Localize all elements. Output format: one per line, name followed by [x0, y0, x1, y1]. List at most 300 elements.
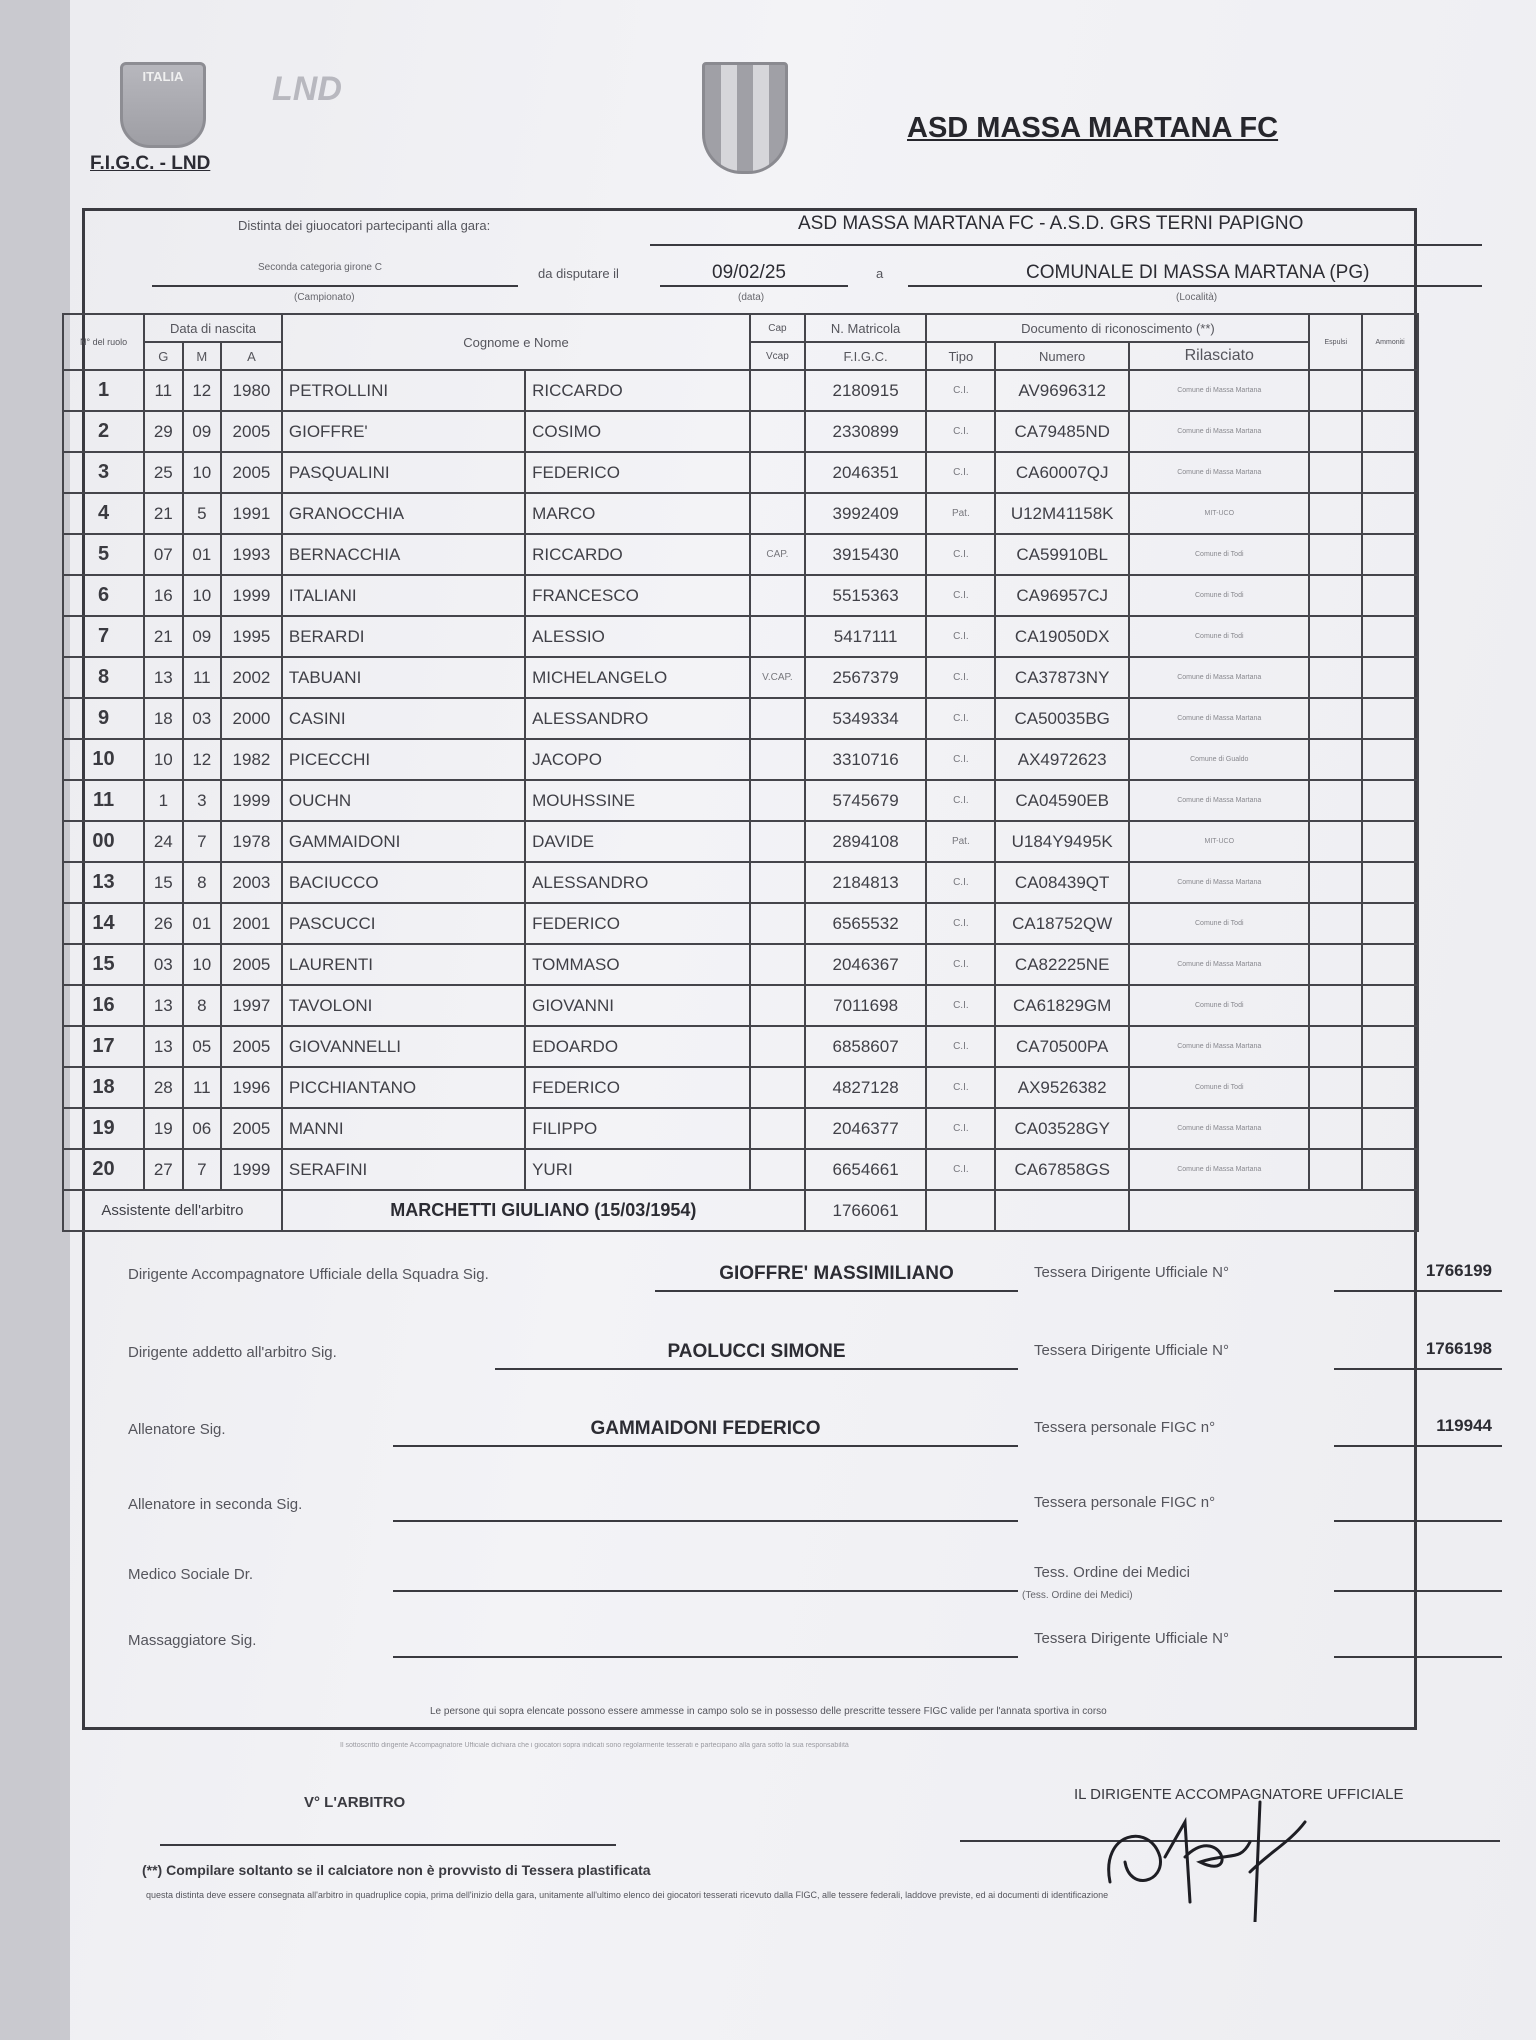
player-surname: BERARDI — [282, 616, 525, 657]
player-surname: PICCHIANTANO — [282, 1067, 525, 1108]
birth-month: 8 — [183, 862, 222, 903]
ammoniti-cell — [1362, 411, 1418, 452]
captain-mark — [750, 985, 805, 1026]
captain-mark — [750, 1149, 805, 1190]
doc-issuer: MIT-UCO — [1129, 821, 1309, 862]
player-row — [63, 1108, 1418, 1149]
bottom-note: questa distinta deve essere consegnata all'arbitro in quadruplice copia, prima dell'inizio della gara, unitamente all'ultimo elenco dei giocatori tesserati ricevuto dalla FIGC, alle tessere federali, laddove previste, ed ai documenti di identificazione — [146, 1890, 1109, 1900]
player-surname: LAURENTI — [282, 944, 525, 985]
official-name-line — [393, 1445, 1018, 1447]
doc-number: CA96957CJ — [995, 575, 1129, 616]
captain-mark — [750, 780, 805, 821]
player-row — [63, 493, 1418, 534]
doc-type: C.I. — [926, 862, 995, 903]
player-surname: PASCUCCI — [282, 903, 525, 944]
player-surname: ITALIANI — [282, 575, 525, 616]
player-row — [63, 370, 1418, 411]
birth-year: 1997 — [221, 985, 282, 1026]
teams-line — [650, 244, 1482, 246]
arbitro-sign-line — [160, 1844, 616, 1846]
header-cap: Cap — [750, 314, 805, 342]
doc-issuer: Comune di Todi — [1129, 985, 1309, 1026]
birth-month: 01 — [183, 534, 222, 575]
tessera-label: Tessera personale FIGC n° — [1034, 1419, 1216, 1436]
birth-year: 2005 — [221, 944, 282, 985]
player-surname: SERAFINI — [282, 1149, 525, 1190]
doc-number: CA50035BG — [995, 698, 1129, 739]
player-surname: GIOFFRE' — [282, 411, 525, 452]
birth-month: 5 — [183, 493, 222, 534]
birth-month: 12 — [183, 739, 222, 780]
birth-month: 10 — [183, 575, 222, 616]
match-teams: ASD MASSA MARTANA FC - A.S.D. GRS TERNI PAPIGNO — [798, 213, 1304, 234]
figc-matricola: 7011698 — [805, 985, 927, 1026]
player-number: 2 — [63, 411, 144, 452]
captain-mark — [750, 493, 805, 534]
assistente-extra — [1129, 1190, 1418, 1231]
player-surname: TABUANI — [282, 657, 525, 698]
doc-issuer: Comune di Massa Martana — [1129, 1108, 1309, 1149]
birth-day: 16 — [144, 575, 183, 616]
player-row — [63, 1067, 1418, 1108]
birth-day: 1 — [144, 780, 183, 821]
player-row — [63, 821, 1418, 862]
espulsi-cell — [1309, 616, 1362, 657]
doc-type: C.I. — [926, 534, 995, 575]
figc-matricola: 6654661 — [805, 1149, 927, 1190]
doc-number: CA03528GY — [995, 1108, 1129, 1149]
header-n-ruolo: N° del ruolo — [63, 314, 144, 370]
birth-year: 2003 — [221, 862, 282, 903]
location-caption: (Località) — [1176, 292, 1218, 303]
ammoniti-cell — [1362, 534, 1418, 575]
doc-number: CA19050DX — [995, 616, 1129, 657]
birth-day: 15 — [144, 862, 183, 903]
ammoniti-cell — [1362, 575, 1418, 616]
figc-matricola: 5745679 — [805, 780, 927, 821]
ammoniti-cell — [1362, 452, 1418, 493]
player-row — [63, 780, 1418, 821]
tessera-line — [1334, 1290, 1502, 1292]
doc-type: C.I. — [926, 1108, 995, 1149]
birth-day: 11 — [144, 370, 183, 411]
player-surname: CASINI — [282, 698, 525, 739]
captain-mark — [750, 452, 805, 493]
player-number: 16 — [63, 985, 144, 1026]
tessera-label: Tessera Dirigente Ufficiale N° — [1034, 1342, 1229, 1359]
figc-matricola: 5417111 — [805, 616, 927, 657]
assistente-label: Assistente dell'arbitro — [63, 1190, 282, 1231]
birth-year: 1993 — [221, 534, 282, 575]
ammoniti-cell — [1362, 1026, 1418, 1067]
birth-month: 12 — [183, 370, 222, 411]
birth-month: 11 — [183, 657, 222, 698]
ammoniti-cell — [1362, 657, 1418, 698]
doc-issuer: Comune di Gualdo — [1129, 739, 1309, 780]
espulsi-cell — [1309, 780, 1362, 821]
birth-year: 1982 — [221, 739, 282, 780]
ammoniti-cell — [1362, 780, 1418, 821]
doc-number: CA37873NY — [995, 657, 1129, 698]
tessera-line — [1334, 1656, 1502, 1658]
captain-mark — [750, 862, 805, 903]
ammoniti-cell — [1362, 493, 1418, 534]
doc-number: CA70500PA — [995, 1026, 1129, 1067]
header-data-nascita: Data di nascita — [144, 314, 282, 342]
player-firstname: YURI — [525, 1149, 750, 1190]
player-row — [63, 657, 1418, 698]
official-label: Dirigente Accompagnatore Ufficiale della Squadra Sig. — [128, 1266, 489, 1283]
birth-day: 21 — [144, 616, 183, 657]
header-a: A — [221, 342, 282, 370]
official-name: GAMMAIDONI FEDERICO — [590, 1418, 821, 1439]
header-documento: Documento di riconoscimento (**) — [926, 314, 1309, 342]
player-row — [63, 1149, 1418, 1190]
espulsi-cell — [1309, 862, 1362, 903]
player-row — [63, 944, 1418, 985]
birth-year: 2005 — [221, 1026, 282, 1067]
arbitro-label: V° L'ARBITRO — [304, 1794, 406, 1811]
header-espulsi: Espulsi — [1309, 314, 1362, 370]
header-g: G — [144, 342, 183, 370]
captain-mark — [750, 821, 805, 862]
player-number: 15 — [63, 944, 144, 985]
player-row — [63, 616, 1418, 657]
player-number: 00 — [63, 821, 144, 862]
doc-number: CA79485ND — [995, 411, 1129, 452]
date-line — [660, 285, 848, 287]
doc-type: C.I. — [926, 1067, 995, 1108]
captain-mark — [750, 1067, 805, 1108]
player-number: 18 — [63, 1067, 144, 1108]
a-label: a — [876, 266, 884, 281]
club-title: ASD MASSA MARTANA FC — [907, 112, 1279, 144]
doc-type: C.I. — [926, 575, 995, 616]
player-surname: TAVOLONI — [282, 985, 525, 1026]
tessera-sub: (Tess. Ordine dei Medici) — [1022, 1590, 1133, 1601]
doc-number: AX4972623 — [995, 739, 1129, 780]
player-firstname: JACOPO — [525, 739, 750, 780]
birth-month: 3 — [183, 780, 222, 821]
tessera-line — [1334, 1590, 1502, 1592]
player-number: 17 — [63, 1026, 144, 1067]
captain-mark — [750, 411, 805, 452]
doc-issuer: Comune di Massa Martana — [1129, 1149, 1309, 1190]
doc-number: AX9526382 — [995, 1067, 1129, 1108]
doc-number: CA82225NE — [995, 944, 1129, 985]
espulsi-cell — [1309, 739, 1362, 780]
player-firstname: RICCARDO — [525, 534, 750, 575]
birth-year: 1999 — [221, 780, 282, 821]
figc-matricola: 2330899 — [805, 411, 927, 452]
official-name-line — [393, 1520, 1018, 1522]
org-label: F.I.G.C. - LND — [90, 153, 211, 174]
doc-type: C.I. — [926, 780, 995, 821]
birth-month: 05 — [183, 1026, 222, 1067]
ammoniti-cell — [1362, 698, 1418, 739]
espulsi-cell — [1309, 452, 1362, 493]
club-crest-logo — [702, 62, 788, 174]
ammoniti-cell — [1362, 821, 1418, 862]
espulsi-cell — [1309, 1026, 1362, 1067]
player-firstname: ALESSANDRO — [525, 862, 750, 903]
doc-type: C.I. — [926, 739, 995, 780]
doc-number: CA59910BL — [995, 534, 1129, 575]
location-line — [908, 285, 1482, 287]
birth-month: 10 — [183, 944, 222, 985]
birth-month: 01 — [183, 903, 222, 944]
birth-day: 29 — [144, 411, 183, 452]
birth-day: 13 — [144, 657, 183, 698]
captain-mark — [750, 944, 805, 985]
assistente-matricola: 1766061 — [805, 1190, 927, 1231]
espulsi-cell — [1309, 370, 1362, 411]
ammoniti-cell — [1362, 944, 1418, 985]
captain-mark: CAP. — [750, 534, 805, 575]
player-number: 13 — [63, 862, 144, 903]
espulsi-cell — [1309, 821, 1362, 862]
doc-issuer: Comune di Todi — [1129, 1067, 1309, 1108]
official-name-line — [495, 1368, 1018, 1370]
captain-mark: V.CAP. — [750, 657, 805, 698]
player-number: 3 — [63, 452, 144, 493]
ammoniti-cell — [1362, 862, 1418, 903]
tessera-line — [1334, 1520, 1502, 1522]
doc-issuer: MIT-UCO — [1129, 493, 1309, 534]
doc-issuer: Comune di Massa Martana — [1129, 862, 1309, 903]
captain-mark — [750, 616, 805, 657]
player-surname: GAMMAIDONI — [282, 821, 525, 862]
figc-matricola: 5515363 — [805, 575, 927, 616]
doc-type: C.I. — [926, 616, 995, 657]
figc-matricola: 2046351 — [805, 452, 927, 493]
ammoniti-cell — [1362, 370, 1418, 411]
player-number: 11 — [63, 780, 144, 821]
doc-type: C.I. — [926, 903, 995, 944]
player-surname: BERNACCHIA — [282, 534, 525, 575]
campionato-value: Seconda categoria girone C — [258, 262, 382, 273]
official-name-line — [393, 1656, 1018, 1658]
player-surname: GRANOCCHIA — [282, 493, 525, 534]
header-tipo: Tipo — [926, 342, 995, 370]
campionato-caption: (Campionato) — [294, 292, 355, 303]
da-disputare-label: da disputare il — [538, 266, 619, 281]
birth-year: 2005 — [221, 452, 282, 493]
figc-matricola: 6858607 — [805, 1026, 927, 1067]
figc-matricola: 3310716 — [805, 739, 927, 780]
official-label: Medico Sociale Dr. — [128, 1566, 254, 1583]
player-number: 6 — [63, 575, 144, 616]
doc-type: C.I. — [926, 1149, 995, 1190]
birth-year: 1996 — [221, 1067, 282, 1108]
birth-day: 10 — [144, 739, 183, 780]
birth-month: 03 — [183, 698, 222, 739]
espulsi-cell — [1309, 903, 1362, 944]
ammoniti-cell — [1362, 1067, 1418, 1108]
doc-type: C.I. — [926, 657, 995, 698]
doc-number: U184Y9495K — [995, 821, 1129, 862]
birth-month: 09 — [183, 616, 222, 657]
assistente-row — [63, 1190, 1418, 1231]
birth-year: 1999 — [221, 1149, 282, 1190]
player-firstname: ALESSIO — [525, 616, 750, 657]
assistente-name: MARCHETTI GIULIANO (15/03/1954) — [282, 1190, 805, 1231]
tessera-number: 119944 — [1436, 1416, 1492, 1435]
header-vcap: Vcap — [750, 342, 805, 370]
birth-day: 19 — [144, 1108, 183, 1149]
player-row — [63, 534, 1418, 575]
doc-issuer: Comune di Massa Martana — [1129, 944, 1309, 985]
player-surname: BACIUCCO — [282, 862, 525, 903]
distinta-label: Distinta dei giuocatori partecipanti alla gara: — [238, 218, 491, 233]
birth-day: 24 — [144, 821, 183, 862]
official-label: Allenatore in seconda Sig. — [128, 1496, 303, 1513]
player-surname: PICECCHI — [282, 739, 525, 780]
doc-type: Pat. — [926, 493, 995, 534]
figc-matricola: 5349334 — [805, 698, 927, 739]
player-firstname: MOUHSSINE — [525, 780, 750, 821]
player-firstname: DAVIDE — [525, 821, 750, 862]
player-number: 7 — [63, 616, 144, 657]
espulsi-cell — [1309, 698, 1362, 739]
header-matricola: N. Matricola — [805, 314, 927, 342]
official-name-line — [655, 1290, 1018, 1292]
player-firstname: FRANCESCO — [525, 575, 750, 616]
official-label: Dirigente addetto all'arbitro Sig. — [128, 1344, 337, 1361]
player-number: 4 — [63, 493, 144, 534]
header-figc: F.I.G.C. — [805, 342, 927, 370]
player-number: 5 — [63, 534, 144, 575]
birth-year: 1980 — [221, 370, 282, 411]
player-number: 9 — [63, 698, 144, 739]
doc-type: C.I. — [926, 1026, 995, 1067]
player-surname: PASQUALINI — [282, 452, 525, 493]
player-row — [63, 862, 1418, 903]
birth-day: 21 — [144, 493, 183, 534]
doc-number: AV9696312 — [995, 370, 1129, 411]
header-cognome-nome: Cognome e Nome — [282, 314, 750, 370]
birth-day: 18 — [144, 698, 183, 739]
birth-month: 11 — [183, 1067, 222, 1108]
figc-matricola: 6565532 — [805, 903, 927, 944]
doc-issuer: Comune di Todi — [1129, 903, 1309, 944]
player-firstname: GIOVANNI — [525, 985, 750, 1026]
player-number: 20 — [63, 1149, 144, 1190]
doc-issuer: Comune di Massa Martana — [1129, 370, 1309, 411]
doc-issuer: Comune di Todi — [1129, 534, 1309, 575]
doc-number: CA18752QW — [995, 903, 1129, 944]
birth-day: 03 — [144, 944, 183, 985]
espulsi-cell — [1309, 944, 1362, 985]
birth-month: 8 — [183, 985, 222, 1026]
player-firstname: COSIMO — [525, 411, 750, 452]
ammoniti-cell — [1362, 1149, 1418, 1190]
captain-mark — [750, 698, 805, 739]
player-firstname: FEDERICO — [525, 1067, 750, 1108]
declaration-text: Il sottoscritto dirigente Accompagnatore Ufficiale dichiara che i giocatori sopra indicati sono regolarmente tesserati e partecipano alla gara sotto la sua responsabilità — [340, 1742, 849, 1749]
doc-number: CA04590EB — [995, 780, 1129, 821]
official-label: Massaggiatore Sig. — [128, 1632, 257, 1649]
players-table — [62, 313, 1419, 1232]
doc-issuer: Comune di Massa Martana — [1129, 452, 1309, 493]
campionato-line — [152, 285, 518, 287]
doc-issuer: Comune di Massa Martana — [1129, 1026, 1309, 1067]
espulsi-cell — [1309, 657, 1362, 698]
official-name: GIOFFRE' MASSIMILIANO — [719, 1263, 954, 1284]
official-name-line — [393, 1590, 1018, 1592]
header-m: M — [183, 342, 222, 370]
birth-year: 1999 — [221, 575, 282, 616]
player-row — [63, 575, 1418, 616]
doc-type: C.I. — [926, 985, 995, 1026]
birth-day: 07 — [144, 534, 183, 575]
assistente-numero — [995, 1190, 1129, 1231]
birth-month: 10 — [183, 452, 222, 493]
birth-day: 27 — [144, 1149, 183, 1190]
player-firstname: ALESSANDRO — [525, 698, 750, 739]
player-row — [63, 411, 1418, 452]
figc-matricola: 3992409 — [805, 493, 927, 534]
header-ammoniti: Ammoniti — [1362, 314, 1418, 370]
player-number: 19 — [63, 1108, 144, 1149]
players-body — [63, 370, 1418, 1190]
player-row — [63, 452, 1418, 493]
doc-issuer: Comune di Todi — [1129, 575, 1309, 616]
birth-year: 2005 — [221, 1108, 282, 1149]
birth-month: 7 — [183, 1149, 222, 1190]
figc-matricola: 2567379 — [805, 657, 927, 698]
birth-year: 2000 — [221, 698, 282, 739]
assistente-tipo — [926, 1190, 995, 1231]
birth-year: 1991 — [221, 493, 282, 534]
ammoniti-cell — [1362, 1108, 1418, 1149]
doc-issuer: Comune di Massa Martana — [1129, 657, 1309, 698]
player-surname: MANNI — [282, 1108, 525, 1149]
player-row — [63, 1026, 1418, 1067]
captain-mark — [750, 1108, 805, 1149]
header-numero: Numero — [995, 342, 1129, 370]
player-firstname: MARCO — [525, 493, 750, 534]
player-surname: OUCHN — [282, 780, 525, 821]
birth-year: 2005 — [221, 411, 282, 452]
tessera-number: 1766198 — [1425, 1339, 1492, 1358]
doc-type: C.I. — [926, 411, 995, 452]
player-firstname: FILIPPO — [525, 1108, 750, 1149]
birth-month: 7 — [183, 821, 222, 862]
birth-month: 09 — [183, 411, 222, 452]
doc-type: C.I. — [926, 370, 995, 411]
espulsi-cell — [1309, 985, 1362, 1026]
doc-number: CA61829GM — [995, 985, 1129, 1026]
doc-issuer: Comune di Massa Martana — [1129, 411, 1309, 452]
figc-matricola: 2894108 — [805, 821, 927, 862]
figc-matricola: 4827128 — [805, 1067, 927, 1108]
player-number: 14 — [63, 903, 144, 944]
tessera-label: Tess. Ordine dei Medici — [1034, 1564, 1190, 1581]
doc-type: C.I. — [926, 452, 995, 493]
date-caption: (data) — [738, 292, 765, 303]
tessera-line — [1334, 1445, 1502, 1447]
espulsi-cell — [1309, 1149, 1362, 1190]
doc-issuer: Comune di Todi — [1129, 616, 1309, 657]
player-surname: GIOVANNELLI — [282, 1026, 525, 1067]
player-firstname: FEDERICO — [525, 903, 750, 944]
player-number: 1 — [63, 370, 144, 411]
doc-type: Pat. — [926, 821, 995, 862]
doc-issuer: Comune di Massa Martana — [1129, 780, 1309, 821]
ammoniti-cell — [1362, 739, 1418, 780]
captain-mark — [750, 903, 805, 944]
